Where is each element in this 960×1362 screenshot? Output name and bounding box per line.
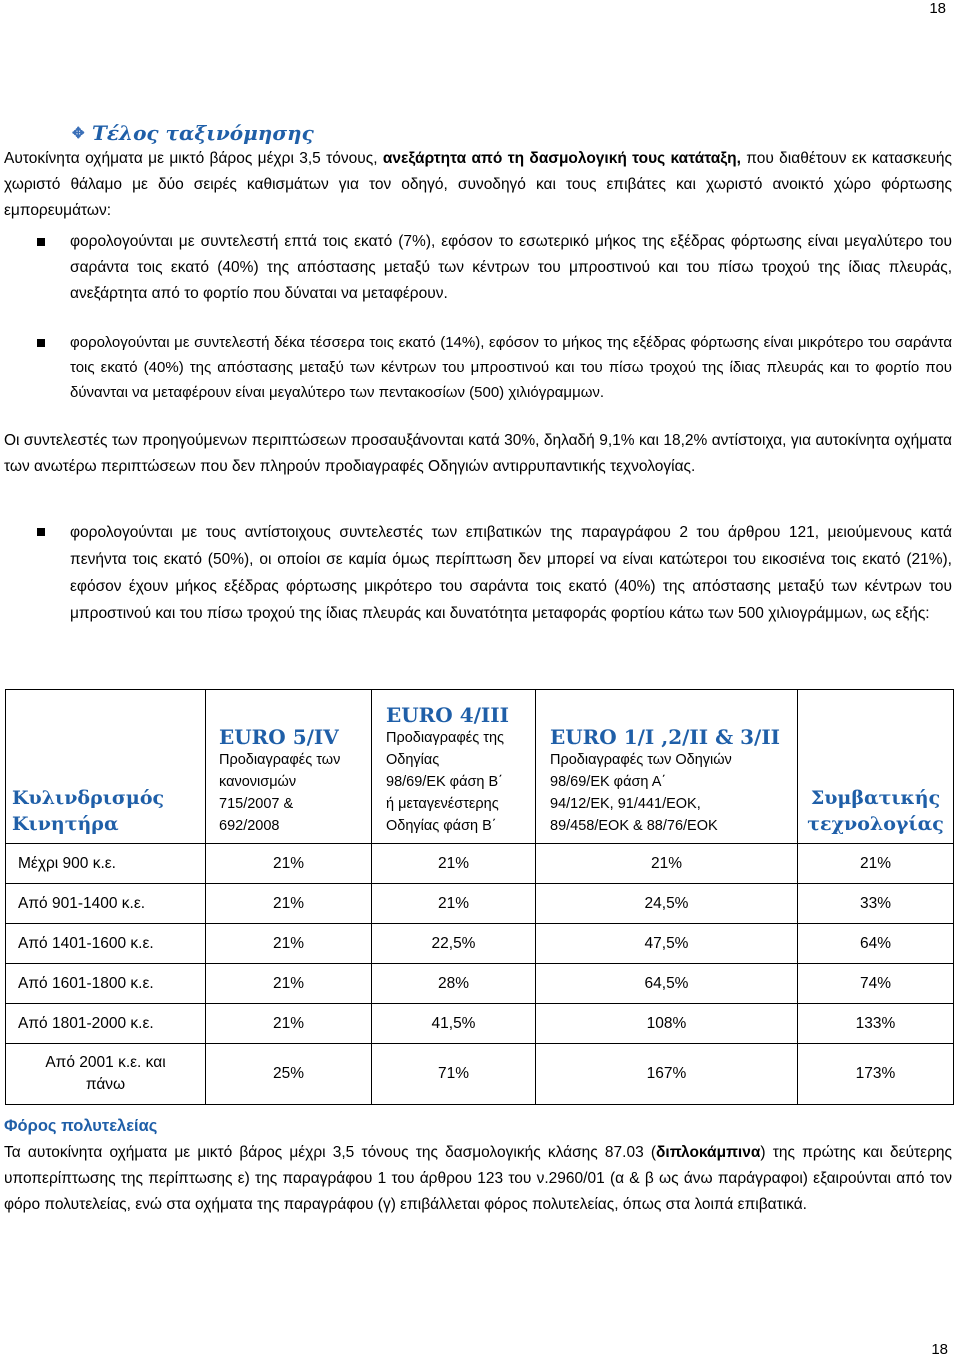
- page-number-top: 18: [929, 0, 946, 17]
- section-heading-text: Τέλος ταξινόμησης: [92, 121, 314, 145]
- luxury-tax-heading: Φόρος πολυτελείας: [4, 1117, 158, 1135]
- square-bullet-icon: [37, 339, 45, 347]
- square-bullet-icon: [37, 238, 45, 246]
- table-row: Από 2001 κ.ε. και πάνω 25% 71% 167% 173%: [6, 1044, 954, 1105]
- header-conventional: Συμβατικής τεχνολογίας: [798, 690, 954, 844]
- bullet-item: φορολογούνται με συντελεστή επτά τοις εκατό (7%), εφόσον το εσωτερικό μήκος της εξέδρας φόρτωσης είναι μεγαλύτερο του σαράντα τοις εκατό (40%) της απόστασης μεταξύ των κέντρων του μπροστινού και του πίσω τροχού της ίδιας πλευράς, ανεξάρτητα από το φορτίο που δύναται να μεταφέρουν.: [70, 229, 952, 307]
- table-row: Μέχρι 900 κ.ε. 21% 21% 21% 21%: [6, 844, 954, 884]
- bullet-cross-icon: ✥: [72, 124, 85, 142]
- header-euro1-3: EURO 1/I ,2/II & 3/II Προδιαγραφές των Οδηγιών 98/69/ΕΚ φάση Α΄ 94/12/ΕΚ, 91/441/ΕΟΚ, 89/458/ΕΟΚ & 88/76/ΕΟΚ: [536, 690, 798, 844]
- table-row: Από 901-1400 κ.ε. 21% 21% 24,5% 33%: [6, 884, 954, 924]
- square-bullet-icon: [37, 528, 45, 536]
- tax-rate-table: [5, 689, 954, 1105]
- section-heading: [72, 121, 314, 145]
- bullet-item: φορολογούνται με συντελεστή δέκα τέσσερα τοις εκατό (14%), εφόσον το μήκος της εξέδρας φόρτωσης είναι μικρότερο του σαράντα τοις εκατό (40%) της απόστασης μεταξύ των κέντρων του μπροστινού και του πίσω τροχού της ίδιας πλευράς και το φορτίο που δύνανται να μεταφέρουν είναι μεγαλύτερο των πεντακοσίων (500) χιλιόγραμμων.: [70, 330, 952, 405]
- header-cylinder: Κυλινδρισμός Κινητήρα: [6, 690, 206, 844]
- header-euro4: EURO 4/III Προδιαγραφές της Οδηγίας 98/69/ΕΚ φάση Β΄ ή μεταγενέστερης Οδηγίας φάση Β΄: [372, 690, 536, 844]
- luxury-tax-paragraph: Τα αυτοκίνητα οχήματα με μικτό βάρος μέχρι 3,5 τόνους της δασμολογικής κλάσης 87.03 (διπλοκάμπινα) της πρώτης και δεύτερης υποπερίπτωσης της περίπτωσης ε) της παραγράφου 1 του άρθρου 123 του ν.2960/01 (α & β ως άνω παράγραφοι) εξαιρούνται από τον φόρο πολυτελείας, ενώ στα οχήματα της παραγράφου (γ) επιβάλλεται φόρος πολυτελείας, όπως στα λοιπά επιβατικά.: [4, 1144, 952, 1213]
- row-label-multiline: Από 2001 κ.ε. και πάνω: [6, 1044, 206, 1105]
- bullet-item: φορολογούνται με τους αντίστοιχους συντελεστές των επιβατικών της παραγράφου 2 του άρθρου 121, μειούμενους κατά πενήντα τοις εκατό (50%), οι οποίοι σε καμία όμως περίπτωση δεν μπορεί να είναι κατώτεροι του εικοσιένα τοις εκατό (21%), εφόσον έχουν μήκος εξέδρας φόρτωσης μικρότερο του σαράντα τοις εκατό (40%) της απόστασης μεταξύ των κέντρων του μπροστινού και του πίσω τροχού της ίδιας πλευράς και δυνατότητα μεταφοράς φορτίου κάτω των 500 χιλιογράμμων, ως εξής:: [70, 519, 952, 627]
- table-row: Από 1601-1800 κ.ε. 21% 28% 64,5% 74%: [6, 964, 954, 1004]
- table-row: Από 1801-2000 κ.ε. 21% 41,5% 108% 133%: [6, 1004, 954, 1044]
- surcharge-paragraph: Οι συντελεστές των προηγούμενων περιπτώσεων προσαυξάνονται κατά 30%, δηλαδή 9,1% και 18,2% αντίστοιχα, για αυτοκίνητα οχήματα των ανωτέρω περιπτώσεων που δεν πληρούν προδιαγραφές Οδηγιών αντιρρυπαντικής τεχνολογίας.: [4, 432, 952, 475]
- page-number-bottom: 18: [931, 1341, 948, 1358]
- header-euro5: EURO 5/IV Προδιαγραφές των κανονισμών 715/2007 & 692/2008: [206, 690, 372, 844]
- table-row: Από 1401-1600 κ.ε. 21% 22,5% 47,5% 64%: [6, 924, 954, 964]
- intro-paragraph: Αυτοκίνητα οχήματα με μικτό βάρος μέχρι 3,5 τόνους, ανεξάρτητα από τη δασμολογική τους κατάταξη, που διαθέτουν εκ κατασκευής χωριστό θάλαμο με δύο σειρές καθισμάτων για τον οδηγό, συνοδηγό και τους επιβάτες και χωριστό ανοικτό χώρο φόρτωσης εμπορευμάτων:: [4, 150, 953, 219]
- table-header-row: [6, 690, 954, 844]
